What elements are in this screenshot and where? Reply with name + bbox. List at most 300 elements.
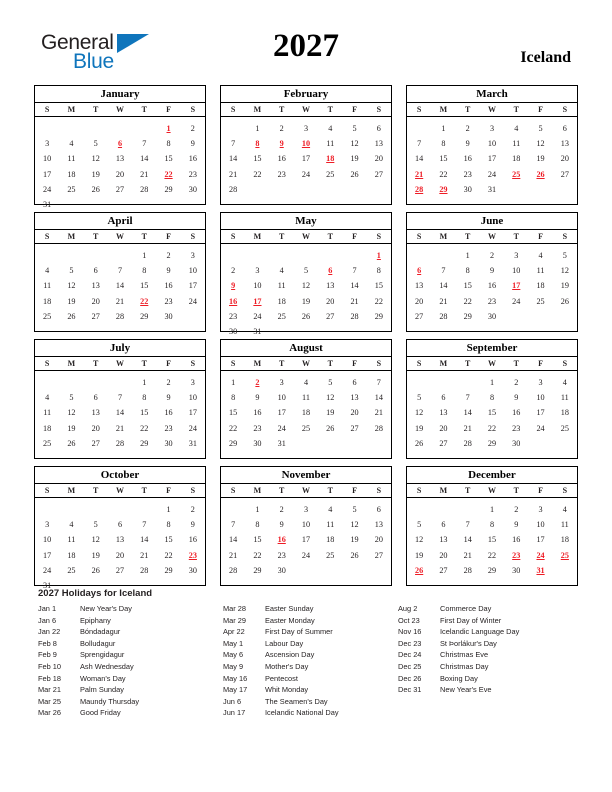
weekday-header: T xyxy=(132,103,156,117)
holiday-date: Feb 10 xyxy=(38,661,62,671)
day-cell: 27 xyxy=(115,184,125,194)
day-cell: 6 xyxy=(352,378,357,388)
day-number: 26 xyxy=(415,565,424,575)
day-cell: 10 xyxy=(43,535,52,545)
empty-day-cell xyxy=(59,248,83,263)
day-cell: 29 xyxy=(487,438,497,448)
holiday-list-item xyxy=(38,673,223,685)
day-cell: 23 xyxy=(277,550,286,560)
holiday-name: Epiphany xyxy=(80,615,111,625)
holiday-day-cell xyxy=(528,563,552,578)
day-cell: 5 xyxy=(538,124,543,134)
day-cell: 16 xyxy=(512,408,521,418)
empty-day-cell xyxy=(342,436,366,451)
day-cell: 10 xyxy=(301,520,311,530)
day-cell: 2 xyxy=(166,251,171,261)
day-cell: 12 xyxy=(350,139,359,149)
day-cell: 30 xyxy=(277,565,286,575)
day-number: 8 xyxy=(255,139,260,149)
week-row xyxy=(407,390,577,405)
month-title: August xyxy=(221,340,391,357)
day-number: 29 xyxy=(439,184,448,194)
week-row xyxy=(221,167,391,182)
month-card-november xyxy=(220,466,392,586)
holiday-name: The Seamen's Day xyxy=(265,696,328,706)
empty-day-cell xyxy=(456,451,480,466)
empty-day-cell xyxy=(294,182,318,197)
day-cell: 3 xyxy=(45,520,50,530)
day-cell: 28 xyxy=(463,565,472,575)
day-cell: 1 xyxy=(142,378,147,388)
holiday-day-cell xyxy=(407,182,431,197)
week-row xyxy=(407,151,577,166)
day-cell: 7 xyxy=(117,393,123,403)
month-table xyxy=(221,484,391,593)
holiday-list-item xyxy=(223,615,398,627)
empty-day-cell xyxy=(456,375,480,390)
day-cell: 20 xyxy=(415,296,424,306)
day-cell: 14 xyxy=(463,535,472,545)
holiday-column xyxy=(38,603,223,719)
holiday-name: Bolludagur xyxy=(80,638,116,648)
week-row xyxy=(221,263,391,278)
day-cell: 3 xyxy=(489,124,495,134)
weekday-header: T xyxy=(132,230,156,244)
day-cell: 14 xyxy=(439,281,448,291)
weekday-header: S xyxy=(35,484,59,498)
day-cell: 22 xyxy=(439,169,448,179)
month-title: September xyxy=(407,340,577,357)
day-cell: 6 xyxy=(441,520,446,530)
week-row xyxy=(221,436,391,451)
empty-day-cell xyxy=(221,197,245,212)
holiday-name: Ash Wednesday xyxy=(80,661,134,671)
day-cell: 8 xyxy=(441,139,446,149)
weekday-header: W xyxy=(108,357,132,371)
day-cell: 7 xyxy=(231,520,236,530)
empty-day-cell xyxy=(181,324,205,339)
day-cell: 7 xyxy=(465,393,470,403)
day-cell: 4 xyxy=(328,505,333,515)
holiday-date: Aug 2 xyxy=(398,604,418,613)
empty-day-cell xyxy=(108,197,132,212)
empty-day-cell xyxy=(181,451,205,466)
day-cell: 17 xyxy=(43,550,52,560)
day-cell: 24 xyxy=(277,423,286,433)
day-cell: 7 xyxy=(117,266,123,276)
weekday-header: W xyxy=(294,230,318,244)
day-number: 25 xyxy=(560,550,569,560)
week-row xyxy=(407,517,577,532)
day-cell: 21 xyxy=(115,423,125,433)
empty-day-cell xyxy=(108,375,132,390)
day-cell: 6 xyxy=(376,505,381,515)
day-cell: 14 xyxy=(374,393,383,403)
weekday-header: S xyxy=(407,484,431,498)
day-cell: 31 xyxy=(43,200,52,210)
day-cell: 16 xyxy=(487,281,497,291)
holiday-list-item xyxy=(38,684,223,696)
empty-day-cell xyxy=(431,451,455,466)
day-cell: 21 xyxy=(229,169,238,179)
holiday-date: May 17 xyxy=(223,685,248,695)
holiday-name: Icelandic Language Day xyxy=(440,627,520,637)
day-cell: 4 xyxy=(69,139,74,149)
day-cell: 1 xyxy=(489,505,495,515)
month-table xyxy=(221,230,391,339)
day-cell: 3 xyxy=(538,505,543,515)
empty-day-cell xyxy=(245,451,269,466)
day-cell: 19 xyxy=(415,550,424,560)
day-cell: 18 xyxy=(43,296,52,306)
holiday-day-cell xyxy=(528,167,552,182)
day-cell: 23 xyxy=(188,169,197,179)
weekday-header: M xyxy=(59,103,83,117)
holiday-date: Oct 23 xyxy=(398,615,420,625)
holiday-date: Apr 22 xyxy=(223,627,245,637)
holiday-name: New Year's Day xyxy=(80,604,132,613)
day-cell: 27 xyxy=(326,311,335,321)
holiday-date: May 1 xyxy=(223,638,244,648)
day-number: 17 xyxy=(512,281,521,291)
empty-day-cell xyxy=(342,324,366,339)
weekday-header-row xyxy=(221,230,391,244)
week-row xyxy=(35,197,205,212)
day-cell: 14 xyxy=(229,154,238,164)
day-cell: 21 xyxy=(439,296,448,306)
day-cell: 25 xyxy=(277,311,286,321)
weekday-header: T xyxy=(318,103,342,117)
logo-blue-text: Blue xyxy=(73,50,114,73)
day-cell: 22 xyxy=(374,296,383,306)
day-cell: 18 xyxy=(43,423,52,433)
logo-general-text: General xyxy=(41,31,114,54)
day-cell: 14 xyxy=(115,408,125,418)
day-cell: 9 xyxy=(190,139,195,149)
day-cell: 11 xyxy=(512,139,521,149)
day-cell: 4 xyxy=(69,520,74,530)
day-cell: 26 xyxy=(350,550,359,560)
empty-day-cell xyxy=(528,436,552,451)
holiday-day-cell xyxy=(318,263,342,278)
weekday-header: T xyxy=(84,357,108,371)
day-cell: 24 xyxy=(512,296,521,306)
empty-day-cell xyxy=(407,121,431,136)
day-cell: 19 xyxy=(415,423,424,433)
day-cell: 30 xyxy=(253,438,262,448)
holiday-name: Easter Sunday xyxy=(265,604,314,613)
day-cell: 15 xyxy=(487,535,497,545)
week-row xyxy=(221,563,391,578)
day-cell: 6 xyxy=(376,124,381,134)
holiday-list-item xyxy=(398,603,583,615)
day-cell: 26 xyxy=(67,438,76,448)
empty-day-cell xyxy=(342,182,366,197)
weekday-header-row xyxy=(35,230,205,244)
day-cell: 22 xyxy=(253,169,262,179)
weekday-header: W xyxy=(294,103,318,117)
empty-day-cell xyxy=(504,309,528,324)
day-cell: 26 xyxy=(560,296,569,306)
empty-day-cell xyxy=(132,502,156,517)
day-cell: 31 xyxy=(487,184,497,194)
holiday-date: Dec 23 xyxy=(398,638,422,648)
day-cell: 30 xyxy=(512,438,521,448)
month-card-june xyxy=(406,212,578,332)
empty-day-cell xyxy=(367,182,391,197)
day-cell: 1 xyxy=(231,378,236,388)
day-cell: 20 xyxy=(439,550,448,560)
empty-day-cell xyxy=(294,197,318,212)
day-cell: 15 xyxy=(140,408,149,418)
day-cell: 7 xyxy=(352,266,357,276)
day-cell: 7 xyxy=(231,139,236,149)
holiday-list-item xyxy=(398,615,583,627)
day-cell: 24 xyxy=(487,169,497,179)
day-cell: 4 xyxy=(538,251,543,261)
week-row xyxy=(407,278,577,293)
holidays-section xyxy=(38,588,583,719)
week-row xyxy=(221,451,391,466)
week-row xyxy=(221,197,391,212)
day-cell: 22 xyxy=(487,550,497,560)
day-cell: 25 xyxy=(43,438,52,448)
empty-day-cell xyxy=(318,182,342,197)
day-cell: 2 xyxy=(279,505,284,515)
weekday-header: S xyxy=(181,484,205,498)
month-title: July xyxy=(35,340,205,357)
day-cell: 5 xyxy=(93,139,98,149)
holiday-day-cell xyxy=(132,294,156,309)
empty-day-cell xyxy=(318,451,342,466)
month-title: January xyxy=(35,86,205,103)
weekday-header: M xyxy=(431,357,455,371)
day-number: 25 xyxy=(512,169,521,179)
day-cell: 1 xyxy=(255,505,260,515)
day-cell: 12 xyxy=(91,154,100,164)
day-number: 6 xyxy=(117,139,123,149)
weekday-header: S xyxy=(181,103,205,117)
day-cell: 13 xyxy=(560,139,569,149)
day-cell: 16 xyxy=(463,154,472,164)
day-cell: 30 xyxy=(164,311,173,321)
week-row xyxy=(35,517,205,532)
holiday-date: Jan 1 xyxy=(38,604,57,613)
weekday-header-row xyxy=(35,357,205,371)
week-row xyxy=(221,278,391,293)
empty-day-cell xyxy=(431,324,455,339)
day-cell: 20 xyxy=(439,423,448,433)
week-row xyxy=(407,167,577,182)
empty-day-cell xyxy=(35,121,59,136)
holiday-list-item xyxy=(223,638,398,650)
day-cell: 16 xyxy=(188,535,197,545)
day-cell: 27 xyxy=(91,311,100,321)
day-cell: 26 xyxy=(415,438,424,448)
month-title: February xyxy=(221,86,391,103)
month-title: June xyxy=(407,213,577,230)
day-cell: 5 xyxy=(417,393,422,403)
day-cell: 1 xyxy=(255,124,260,134)
day-number: 9 xyxy=(279,139,284,149)
day-cell: 27 xyxy=(115,565,125,575)
holiday-name: Pentecost xyxy=(265,673,298,683)
day-cell: 20 xyxy=(115,550,125,560)
day-cell: 31 xyxy=(43,581,52,591)
day-cell: 23 xyxy=(512,423,521,433)
day-cell: 28 xyxy=(140,565,149,575)
empty-day-cell xyxy=(84,502,108,517)
empty-day-cell xyxy=(528,182,552,197)
holiday-list-item xyxy=(38,649,223,661)
day-cell: 18 xyxy=(560,535,569,545)
day-cell: 10 xyxy=(43,154,52,164)
week-row xyxy=(407,121,577,136)
holiday-date: Feb 9 xyxy=(38,650,57,660)
day-cell: 18 xyxy=(301,408,311,418)
empty-day-cell xyxy=(342,451,366,466)
day-cell: 31 xyxy=(253,327,262,337)
day-cell: 24 xyxy=(188,296,197,306)
day-cell: 17 xyxy=(277,408,286,418)
weekday-header: S xyxy=(553,103,577,117)
day-cell: 2 xyxy=(190,505,195,515)
day-cell: 18 xyxy=(67,550,76,560)
day-cell: 13 xyxy=(115,154,125,164)
day-cell: 13 xyxy=(374,520,383,530)
week-row xyxy=(221,390,391,405)
empty-day-cell xyxy=(407,324,431,339)
day-cell: 14 xyxy=(415,154,424,164)
day-cell: 30 xyxy=(512,565,521,575)
day-cell: 12 xyxy=(415,535,424,545)
day-cell: 11 xyxy=(302,393,310,403)
day-cell: 27 xyxy=(439,438,448,448)
day-cell: 20 xyxy=(326,296,335,306)
day-number: 17 xyxy=(253,296,262,306)
weekday-header: F xyxy=(156,230,180,244)
holiday-day-cell xyxy=(270,136,294,151)
day-cell: 15 xyxy=(140,281,149,291)
day-cell: 25 xyxy=(43,311,52,321)
page-header xyxy=(0,28,612,76)
day-cell: 14 xyxy=(229,535,238,545)
empty-day-cell xyxy=(504,324,528,339)
week-row xyxy=(35,263,205,278)
day-cell: 28 xyxy=(463,438,472,448)
day-cell: 29 xyxy=(229,438,238,448)
day-cell: 3 xyxy=(538,378,543,388)
month-title: November xyxy=(221,467,391,484)
day-cell: 13 xyxy=(439,535,448,545)
weekday-header-row xyxy=(221,357,391,371)
empty-day-cell xyxy=(407,502,431,517)
empty-day-cell xyxy=(221,451,245,466)
day-cell: 4 xyxy=(562,378,567,388)
week-row xyxy=(221,121,391,136)
day-cell: 20 xyxy=(350,408,359,418)
weekday-header-row xyxy=(407,357,577,371)
weekday-header: T xyxy=(132,357,156,371)
empty-day-cell xyxy=(221,502,245,517)
day-cell: 14 xyxy=(463,408,472,418)
holiday-day-cell xyxy=(221,278,245,293)
week-row xyxy=(221,375,391,390)
holiday-date: Mar 28 xyxy=(223,604,247,613)
holiday-day-cell xyxy=(407,263,431,278)
week-row xyxy=(407,197,577,212)
month-table xyxy=(35,357,205,466)
holiday-list-item xyxy=(398,626,583,638)
weekday-header-row xyxy=(35,103,205,117)
day-cell: 3 xyxy=(514,251,519,261)
day-cell: 30 xyxy=(229,327,238,337)
empty-day-cell xyxy=(245,248,269,263)
weekday-header: S xyxy=(221,230,245,244)
month-table xyxy=(35,484,205,593)
day-cell: 7 xyxy=(376,378,381,388)
day-cell: 2 xyxy=(514,505,519,515)
weekday-header: F xyxy=(528,103,552,117)
day-cell: 9 xyxy=(255,393,260,403)
weekday-header: T xyxy=(270,484,294,498)
holiday-list-item xyxy=(398,661,583,673)
day-cell: 4 xyxy=(279,266,284,276)
week-row xyxy=(407,248,577,263)
day-cell: 18 xyxy=(277,296,286,306)
week-row xyxy=(35,309,205,324)
empty-day-cell xyxy=(456,197,480,212)
day-cell: 5 xyxy=(328,378,333,388)
week-row xyxy=(407,182,577,197)
empty-day-cell xyxy=(108,248,132,263)
weekday-header: S xyxy=(181,230,205,244)
empty-day-cell xyxy=(318,324,342,339)
holiday-day-cell xyxy=(504,548,528,563)
day-cell: 16 xyxy=(188,154,197,164)
day-cell: 26 xyxy=(301,311,311,321)
day-cell: 10 xyxy=(536,393,545,403)
day-cell: 17 xyxy=(188,408,197,418)
holiday-day-cell xyxy=(245,136,269,151)
empty-day-cell xyxy=(456,502,480,517)
holiday-date: Nov 16 xyxy=(398,627,422,637)
empty-day-cell xyxy=(528,451,552,466)
week-row xyxy=(221,182,391,197)
weekday-header: M xyxy=(431,103,455,117)
empty-day-cell xyxy=(528,324,552,339)
week-row xyxy=(35,502,205,517)
day-number: 6 xyxy=(328,266,333,276)
day-cell: 2 xyxy=(514,378,519,388)
day-cell: 19 xyxy=(560,281,569,291)
holiday-name: Bóndadagur xyxy=(80,627,121,637)
empty-day-cell xyxy=(528,197,552,212)
week-row xyxy=(35,421,205,436)
empty-day-cell xyxy=(108,451,132,466)
holiday-name: New Year's Eve xyxy=(440,685,492,695)
day-cell: 19 xyxy=(326,408,335,418)
day-number: 23 xyxy=(188,550,197,560)
day-cell: 4 xyxy=(45,393,50,403)
weekday-header: M xyxy=(245,484,269,498)
day-number: 6 xyxy=(417,266,422,276)
holiday-list-item xyxy=(223,684,398,696)
day-cell: 22 xyxy=(487,423,497,433)
day-cell: 2 xyxy=(166,378,171,388)
weekday-header: T xyxy=(504,103,528,117)
week-row xyxy=(407,548,577,563)
